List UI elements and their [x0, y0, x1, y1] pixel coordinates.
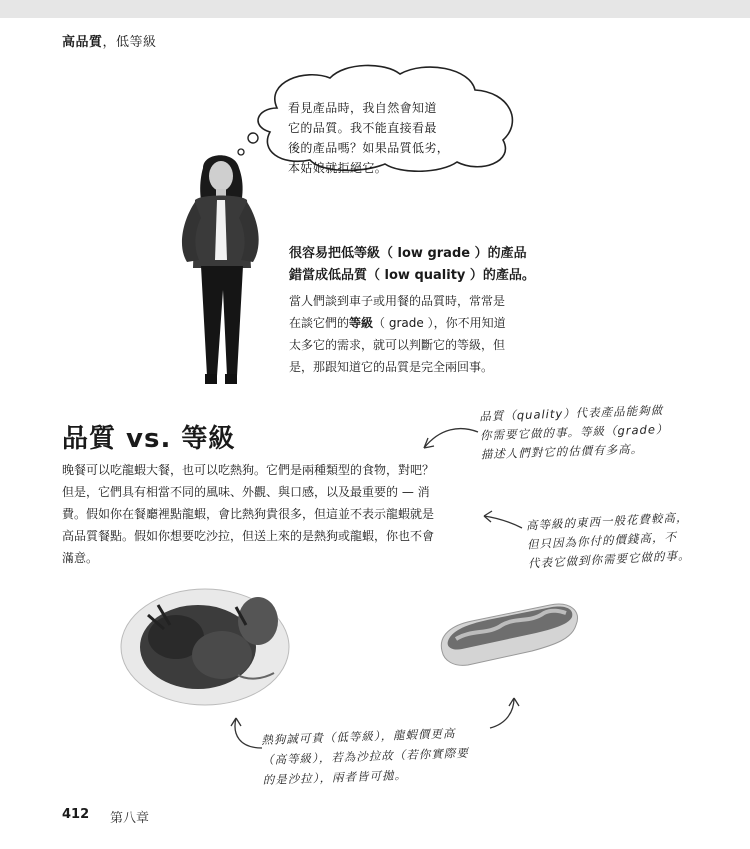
body-line: 但是，它們具有相當不同的風味、外觀、與口感，以及最重要的 — 消 — [62, 485, 430, 499]
running-head-separator: ， — [102, 35, 117, 50]
body-line: 費。假如你在餐廳裡點龍蝦，會比熱狗貴很多，但這並不表示龍蝦就是 — [62, 507, 435, 521]
hotdog-photo — [432, 595, 582, 675]
note-line: 品質（quality）代表產品能夠做 — [479, 403, 664, 424]
note-line: 描述人們對它的估價有多高。 — [480, 441, 644, 462]
running-head-section: 高品質 — [62, 35, 103, 50]
intro-text: 在談它們的 — [289, 316, 350, 330]
emphasis-grade: 等級 — [349, 316, 374, 330]
bubble-line: 它的品質。我不能直接看最 — [288, 121, 437, 135]
arrow-to-hotdog — [490, 698, 514, 728]
arrow-to-paragraph — [484, 516, 522, 528]
arrow-to-title — [424, 429, 478, 448]
page-number: 412 — [62, 807, 90, 822]
lead-line: 錯當成低品質（ low quality ）的產品。 — [289, 268, 535, 283]
note-line: 你需要它做的事。等級（grade） — [479, 421, 669, 443]
note-line: 但只因為你付的價錢高，不 — [526, 529, 678, 552]
bubble-line: 看見產品時，我自然會知道 — [288, 101, 437, 115]
note-line: （高等級），若為沙拉故（若你實際要 — [261, 745, 469, 768]
note-line: 代表它做到你需要它做的事。 — [527, 548, 691, 571]
intro-line: 當人們談到車子或用餐的品質時，常常是 — [289, 294, 506, 308]
section-title: 品質 vs. 等級 — [62, 424, 236, 454]
note-line: 高等級的東西一般花費較高， — [525, 510, 689, 533]
handwritten-note-food — [261, 722, 493, 790]
note-line: 的是沙拉），兩者皆可拋。 — [262, 767, 408, 787]
lobster-photo — [118, 585, 293, 710]
body-line: 晚餐可以吃龍蝦大餐，也可以吃熱狗。它們是兩種類型的食物，對吧？ — [62, 463, 435, 477]
body-line: 滿意。 — [62, 551, 99, 565]
bubble-line: 後的產品嗎？如果品質低劣， — [288, 141, 450, 155]
intro-line: 太多它的需求，就可以判斷它的等級，但 — [289, 338, 506, 352]
intro-line: 是，那跟知道它的品質是完全兩回事。 — [289, 360, 494, 374]
note-line: 熱狗誠可貴（低等級），龍蝦價更高 — [261, 726, 456, 748]
intro-text: （ grade ），你不用知道 — [373, 316, 506, 330]
body-line: 高品質餐點。假如你想要吃沙拉，但送上來的是熱狗或龍蝦，你也不會 — [62, 529, 435, 543]
running-head-sub: 低等級 — [116, 35, 157, 50]
bubble-line: 本姑娘就拒絕它。 — [288, 161, 388, 175]
chapter-label: 第八章 — [110, 811, 150, 826]
lead-line: 很容易把低等級（ low grade ）的產品 — [289, 246, 527, 261]
